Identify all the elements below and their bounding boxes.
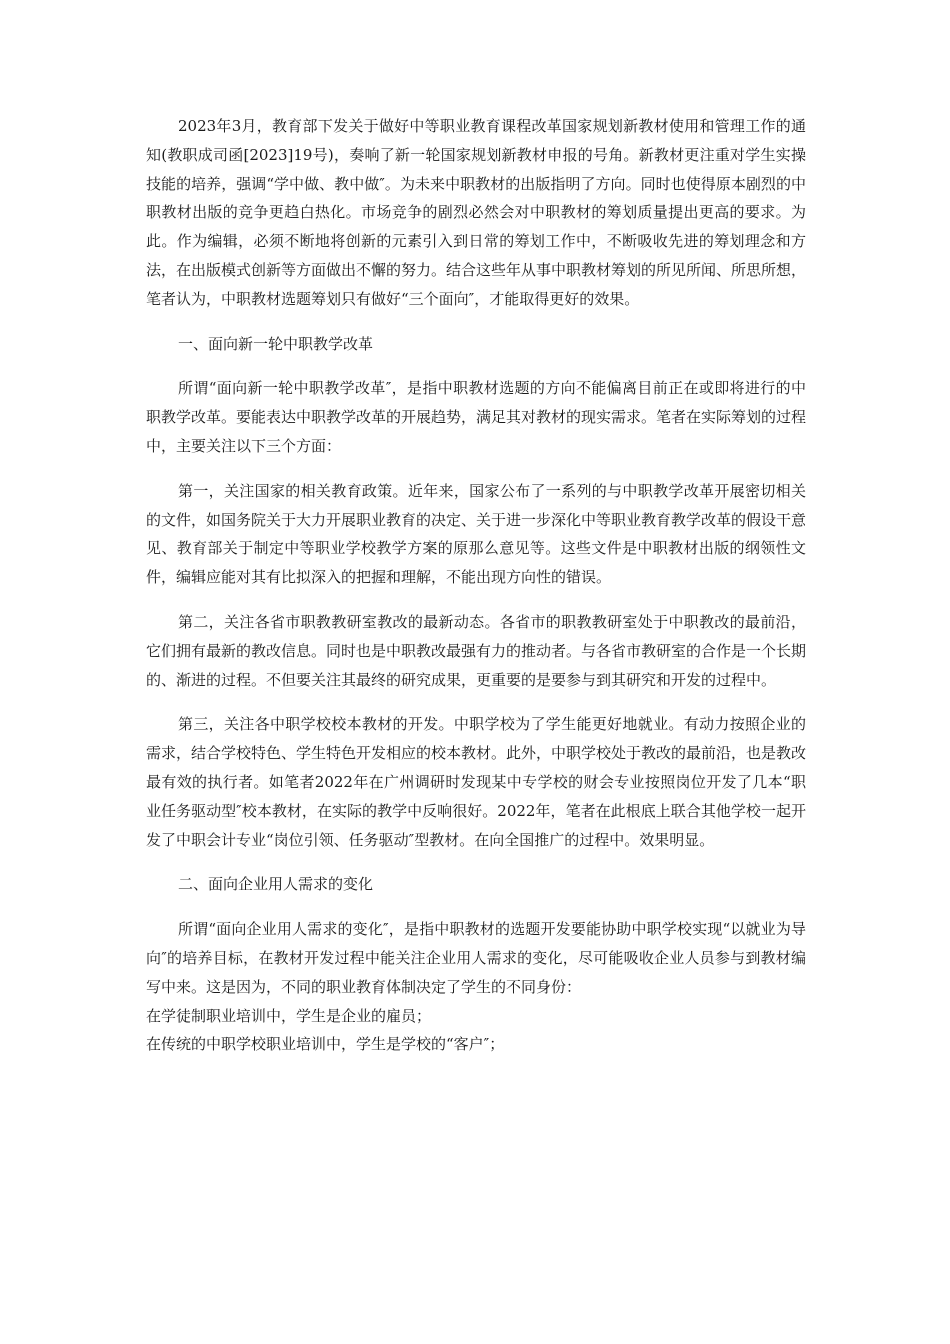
list-line-2: 在传统的中职学校职业培训中，学生是学校的“客户″； [146,1035,505,1054]
paragraph-4: 第三，关注各中职学校校本教材的开发。中职学校为了学生能更好地就业。有动力按照企业的需求，结合学校特色、学生特色开发相应的校本教材。此外，中职学校处于教改的最前沿，也是教改最有效的执行者。如笔者2022年在广州调研时发现某中专学校的财会专业按照岗位开发了几本“职业任务驱动型″校本教材，在实际的教学中反响很好。2022年，笔者在此根底上联合其他学校一起开发了中职会计专业“岗位引领、任务驱动″型教材。在向全国推广的过程中。效果明显。 [146,715,807,849]
document-page [146,112,806,1059]
intro-paragraph: 2023年3月，教育部下发关于做好中等职业教育课程改革国家规划新教材使用和管理工作的通知(教职成司函[2023]19号)，奏响了新一轮国家规划新教材申报的号角。新教材更注重对学生实操技能的培养，强调“学中做、教中做″。为未来中职教材的出版指明了方向。同时也使得原本剧烈的中职教材出版的竞争更趋白热化。市场竞争的剧烈必然会对中职教材的筹划质量提出更高的要求。为此。作为编辑，必须不断地将创新的元素引入到日常的筹划工作中，不断吸收先进的筹划理念和方法，在出版模式创新等方面做出不懈的努力。结合这些年从事中职教材筹划的所见所闻、所思所想，笔者认为，中职教材选题筹划只有做好“三个面向″，才能取得更好的效果。 [146,117,807,308]
paragraph-5: 所谓“面向企业用人需求的变化″，是指中职教材的选题开发要能协助中职学校实现“以就业为导向″的培养目标，在教材开发过程中能关注企业用人需求的变化，尽可能吸收企业人员参与到教材编写中来。这是因为，不同的职业教育体制决定了学生的不同身份： [146,920,806,996]
paragraph-3: 第二，关注各省市职教教研室教改的最新动态。各省市的职教教研室处于中职教改的最前沿，它们拥有最新的教改信息。同时也是中职教改最强有力的推动者。与各省市教研室的合作是一个长期的、渐进的过程。不但要关注其最终的研究成果，更重要的是要参与到其研究和开发的过程中。 [146,612,807,689]
paragraph-1: 所谓“面向新一轮中职教学改革″，是指中职教材选题的方向不能偏离目前正在或即将进行的中职教学改革。要能表达中职教学改革的开展趋势，满足其对教材的现实需求。笔者在实际筹划的过程中，主要关注以下三个方面： [146,379,807,455]
list-line-1: 在学徒制职业培训中，学生是企业的雇员； [146,1006,432,1025]
paragraph-2: 第一，关注国家的相关教育政策。近年来，国家公布了一系列的与中职教学改革开展密切相关的文件，如国务院关于大力开展职业教育的决定、关于进一步深化中等职业教育教学改革的假设干意见、教育部关于制定中等职业学校教学方案的原那么意见等。这些文件是中职教材出版的纲领性文件，编辑应能对其有比拟深入的把握和理解，不能出现方向性的错误。 [146,481,807,587]
section-heading-2: 二、面向企业用人需求的变化 [178,875,374,894]
section-heading-1: 一、面向新一轮中职教学改革 [178,334,374,353]
